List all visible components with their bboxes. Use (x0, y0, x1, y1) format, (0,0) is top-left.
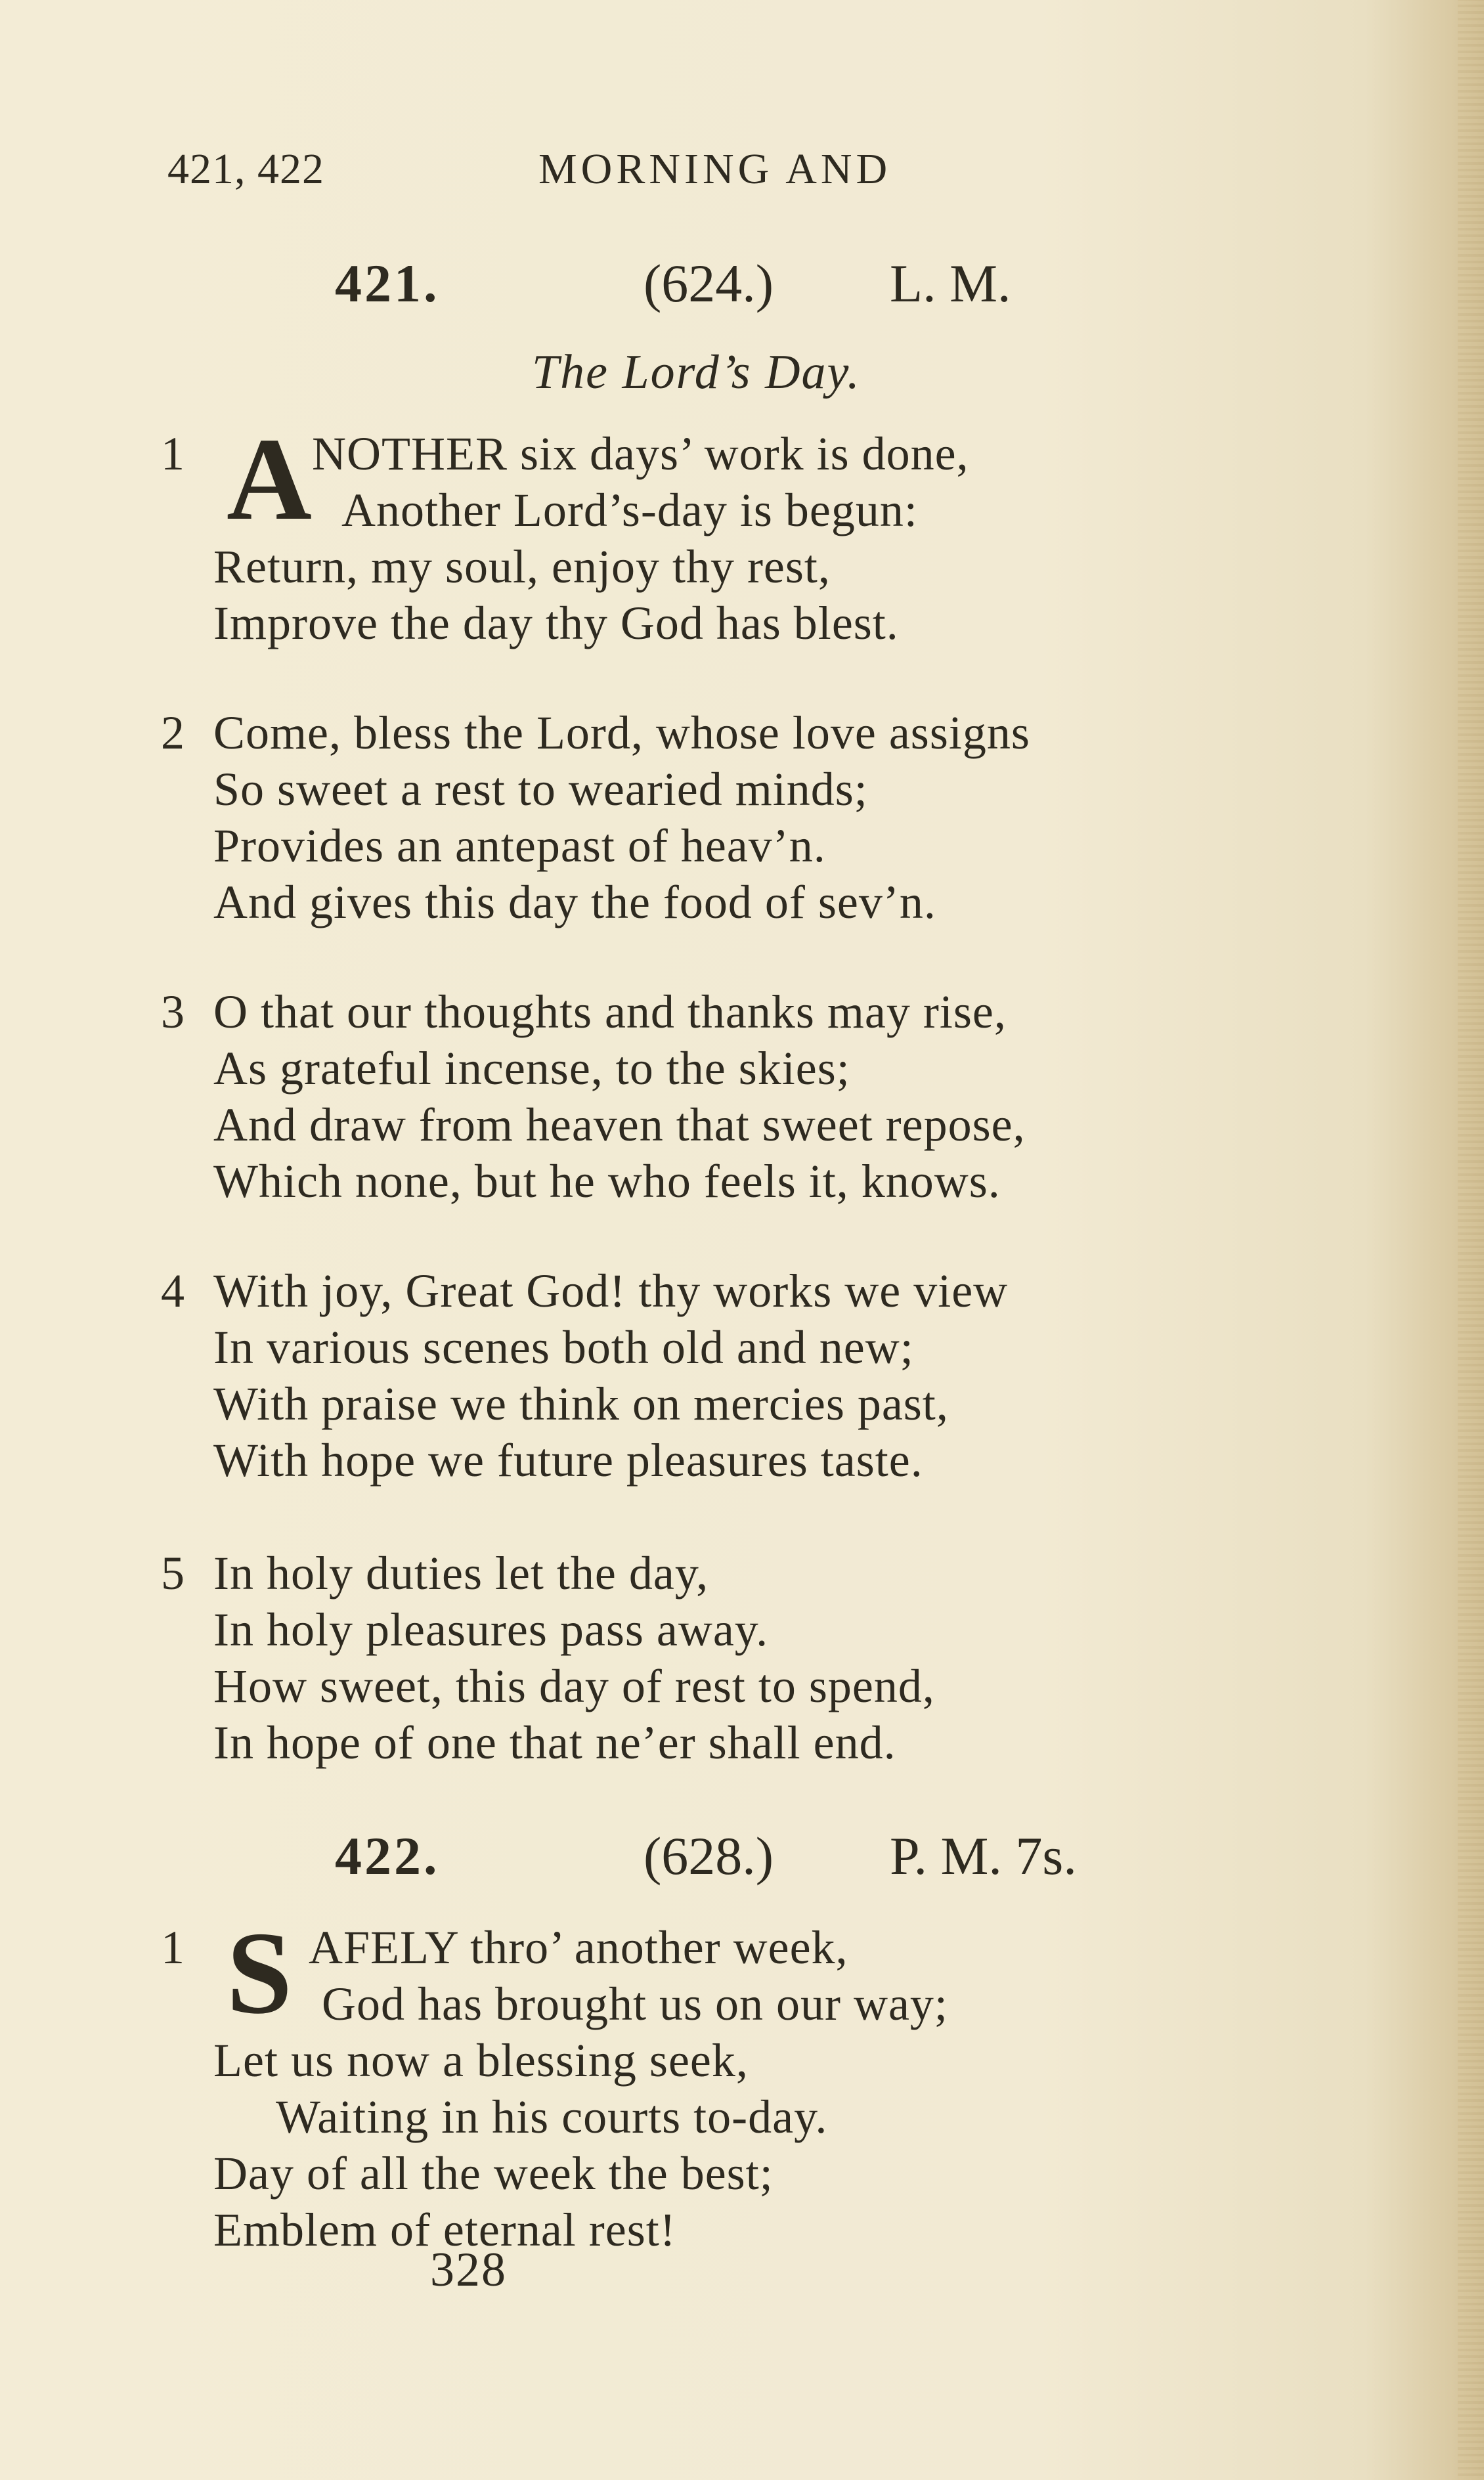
hymn-meter: L. M. (890, 253, 1011, 313)
verse-line: Return, my soul, enjoy thy rest, (213, 540, 831, 593)
verse-line: Day of all the week the best; (213, 2147, 774, 2200)
verse-line: NOTHER six days’ work is done, (312, 427, 969, 480)
running-head-title: MORNING AND (538, 145, 892, 193)
hymn-title: The Lord’s Day. (532, 345, 861, 399)
hymn-421-header (0, 253, 1484, 325)
stanza-number: 1 (161, 1921, 185, 1974)
verse-line: Emblem of eternal rest! (213, 2204, 676, 2256)
verse-line: So sweet a rest to wearied minds; (213, 763, 868, 816)
running-head (167, 144, 1287, 204)
verse-line: With hope we future pleasures taste. (213, 1434, 923, 1487)
page-number: 328 (430, 2243, 507, 2297)
verse-line: Let us now a blessing seek, (213, 2034, 749, 2087)
verse-line: How sweet, this day of rest to spend, (213, 1660, 935, 1712)
drop-cap: A (227, 414, 312, 544)
verse-line: God has brought us on our way; (322, 1978, 948, 2030)
verse-line: And draw from heaven that sweet repose, (213, 1099, 1026, 1151)
verse-line: Provides an antepast of heav’n. (213, 819, 826, 872)
hymn-number: 421. (335, 253, 440, 313)
drop-cap: S (227, 1907, 293, 2038)
verse-line: And gives this day the food of sev’n. (213, 876, 936, 928)
hymn-meter: P. M. 7s. (890, 1826, 1077, 1886)
verse-line: Improve the day thy God has blest. (213, 597, 899, 649)
verse-line: Come, bless the Lord, whose love assigns (213, 707, 1030, 759)
page-edge (1458, 0, 1484, 2480)
running-head-pages: 421, 422 (167, 145, 324, 193)
verse-line: In holy duties let the day, (213, 1547, 709, 1599)
verse-line: In holy pleasures pass away. (213, 1603, 769, 1656)
verse-line: As grateful incense, to the skies; (213, 1042, 850, 1095)
verse-line: With praise we think on mercies past, (213, 1378, 949, 1430)
verse-line: Which none, but he who feels it, knows. (213, 1155, 1001, 1207)
stanza-number: 4 (161, 1265, 185, 1317)
stanza-number: 2 (161, 707, 185, 759)
verse-line: AFELY thro’ another week, (309, 1921, 848, 1974)
verse-line: Another Lord’s-day is begun: (341, 484, 918, 536)
hymn-422-header (0, 1825, 1484, 1898)
hymn-reference: (628.) (644, 1826, 774, 1886)
hymn-number: 422. (335, 1826, 440, 1886)
verse-line: In various scenes both old and new; (213, 1321, 914, 1374)
hymn-reference: (624.) (644, 253, 774, 313)
verse-line: Waiting in his courts to-day. (276, 2091, 828, 2143)
stanza-number: 3 (161, 986, 185, 1038)
verse-line: In hope of one that ne’er shall end. (213, 1716, 896, 1769)
stanza-number: 5 (161, 1547, 185, 1599)
stanza-number: 1 (161, 427, 185, 480)
verse-line: With joy, Great God! thy works we view (213, 1265, 1009, 1317)
verse-line: O that our thoughts and thanks may rise, (213, 986, 1007, 1038)
